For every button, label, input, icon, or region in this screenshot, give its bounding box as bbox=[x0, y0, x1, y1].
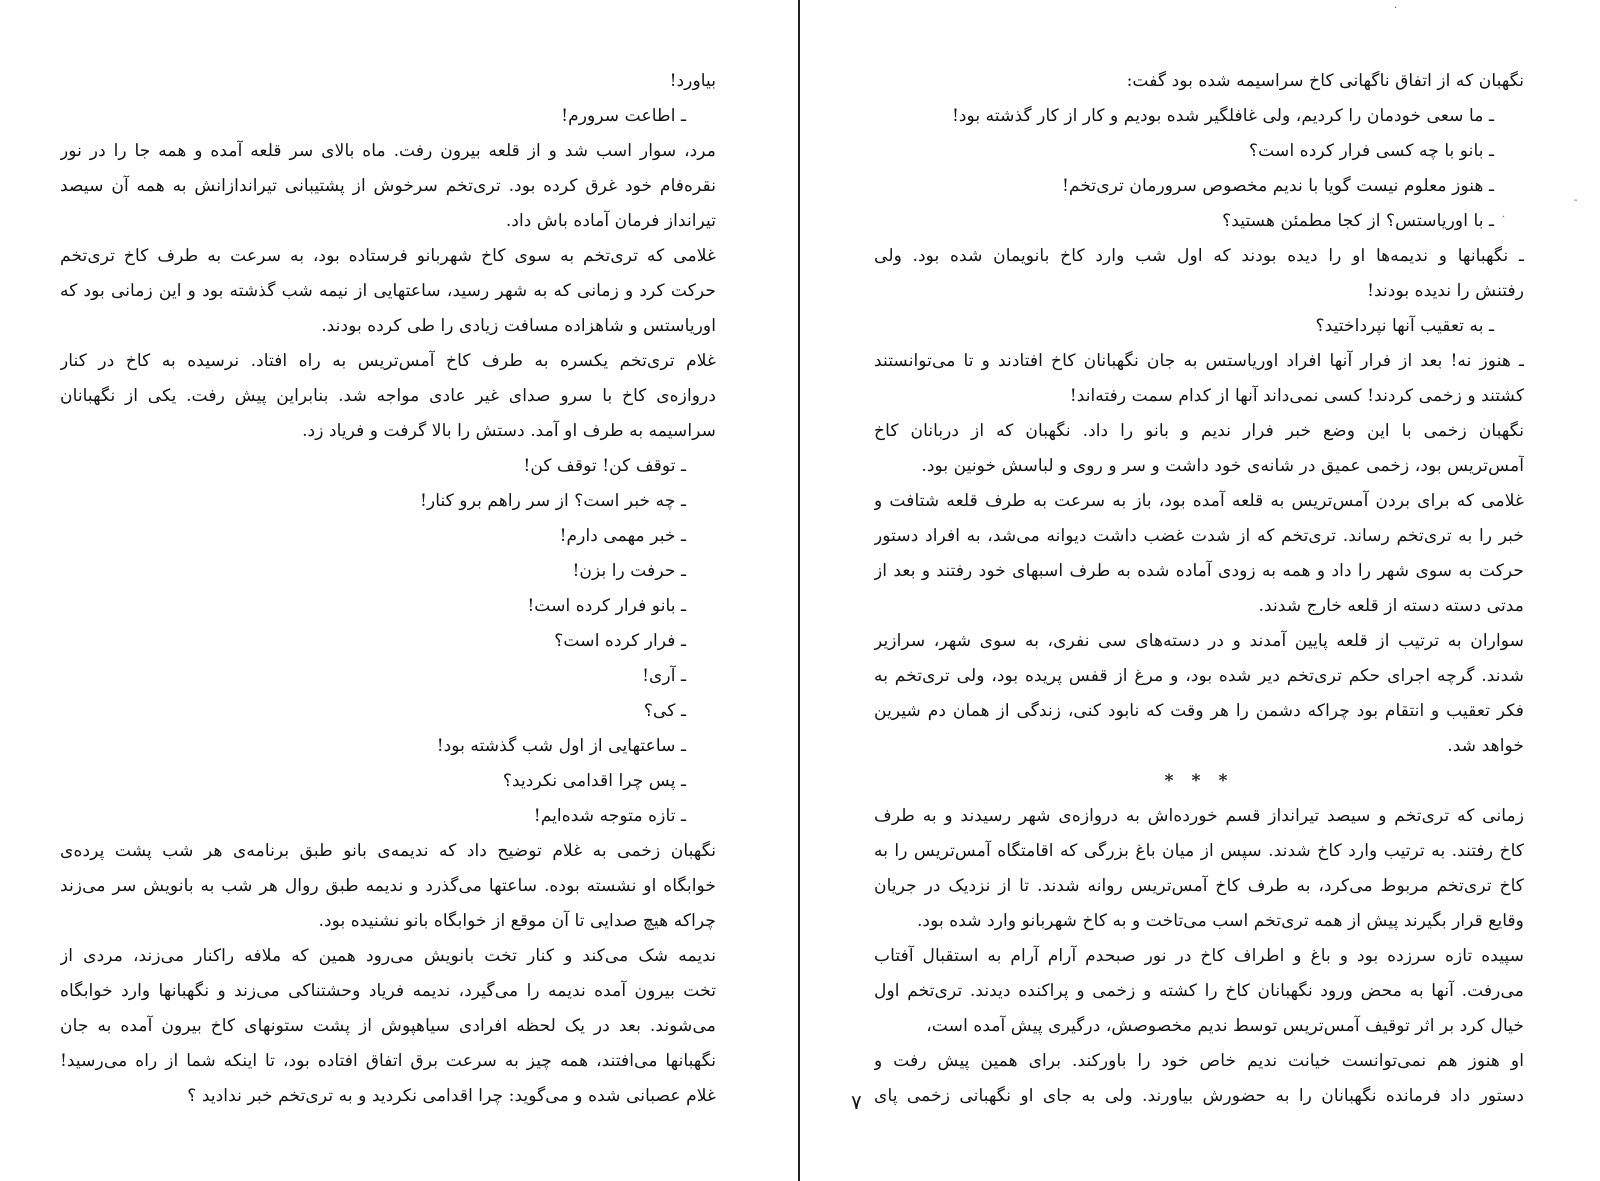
section-separator: * * * bbox=[1164, 771, 1234, 791]
text-line: بیاورد! bbox=[669, 71, 716, 91]
text-line: ـ نگهبانها و ندیمه‌ها او را دیده بودند که اول شب وارد کاخ بانویمان شده بود. ولی bbox=[874, 246, 1524, 266]
text-line: مرد، سوار اسب شد و از قلعه بیرون رفت. ماه بالای سر قلعه آمده و همه جا را در نور bbox=[60, 141, 716, 161]
text-line: نقره‌فام خود غرق کرده بود. تری‌تخم سرخوش از پشتیبانی تیراندازانش به همه آن سیصد bbox=[60, 176, 716, 196]
text-line: ندیمه شک می‌کند و کنار تخت بانویش می‌رود همین که ملافه راکنار می‌زند، مردی از bbox=[60, 946, 716, 966]
text-line: او هنوز هم نمی‌توانست خیانت ندیم خاص خود را باورکند. برای همین پیش رفت و bbox=[874, 1051, 1524, 1071]
scan-speck: · bbox=[1394, 3, 1398, 14]
text-line: ـ پس چرا اقدامی نکردید؟ bbox=[502, 771, 686, 791]
text-line: مدتی دسته دسته از قلعه خارج شدند. bbox=[1258, 596, 1524, 616]
text-line: خوابگاه او نشسته بوده. ساعتها می‌گذرد و ندیمه طبق روال هر شب به بانویش سر می‌زند bbox=[60, 876, 716, 896]
text-line: کشتند و زخمی کردند! کسی نمی‌داند آنها از کدام سمت رفته‌اند! bbox=[1069, 386, 1524, 406]
text-line: ـ ما سعی خودمان را کردیم، ولی غافلگیر شده بودیم و کار از کار گذشته بود! bbox=[951, 106, 1494, 126]
text-line: ـ ساعتهایی از اول شب گذشته بود! bbox=[436, 736, 686, 756]
page-gutter bbox=[798, 0, 800, 1181]
text-line: خواهد شد. bbox=[1447, 736, 1524, 756]
text-line: می‌رفت. آنها به محض ورود نگهبانان کاخ را کشته و زخمی و پراکنده دیدند. تری‌تخم اول bbox=[874, 981, 1524, 1001]
scan-speck: · bbox=[1502, 212, 1506, 223]
text-line: دستور داد فرمانده نگهبانان را به حضورش بیاورند. ولی به جای او نگهبانی زخمی پای bbox=[874, 1086, 1524, 1106]
text-line: ـ هنوز نه! بعد از فرار آنها افراد اوریاستس به جان نگهبانان کاخ افتادند و تا می‌توانستند bbox=[874, 351, 1524, 371]
text-line: خیال کرد بر اثر توقیف آمس‌تریس توسط ندیم مخصوصش، درگیری پیش آمده است، bbox=[926, 1016, 1524, 1036]
text-line: ـ فرار کرده است؟ bbox=[554, 631, 686, 651]
text-line: ـ هنوز معلوم نیست گویا با ندیم مخصوص سرورمان تری‌تخم! bbox=[1061, 176, 1494, 196]
text-line: حرکت به سوی شهر را داد و همه به زودی آماده شده به طرف اسبهای خود رفتند و بعد از bbox=[874, 561, 1524, 581]
text-line: نگهبان زخمی به غلام توضیح داد که ندیمه‌ی بانو طبق برنامه‌ی هر شب پشت پرده‌ی bbox=[60, 841, 716, 861]
left-page bbox=[60, 64, 716, 1114]
text-line: کاخ تری‌تخم مربوط می‌کرد، به طرف کاخ آمس‌تریس روانه شدند. تا از نزدیک در جریان bbox=[874, 876, 1524, 896]
text-line: فکر تعقیب و انتقام بود چراکه دشمن را هر وقت که نابود کنی، زندگی از همان دم شیرین bbox=[874, 701, 1524, 721]
text-line: آمس‌تریس بود، زخمی عمیق در شانه‌ی خود داشت و سر و روی و لباسش خونین بود. bbox=[921, 456, 1524, 476]
text-line: دروازه‌ی کاخ با سرو صدای غیر عادی مواجه شد. بنابراین پیش رفت. یکی از نگهبانان bbox=[60, 386, 716, 406]
text-line: ـ با اوریاستس؟ از کجا مطمئن هستید؟ bbox=[1222, 211, 1494, 231]
text-line: زمانی که تری‌تخم و سیصد تیرانداز قسم خورده‌اش به دروازه‌ی شهر رسیدند و به طرف bbox=[874, 806, 1524, 826]
text-line: اوریاستس و شاهزاده مسافت زیادی را طی کرده بودند. bbox=[321, 316, 716, 336]
text-line: غلامی که برای بردن آمس‌تریس به قلعه آمده بود، باز به سرعت به طرف قلعه شتافت و bbox=[874, 491, 1524, 511]
text-line: تیرانداز فرمان آماده باش داد. bbox=[505, 211, 716, 231]
text-line: ـ تازه متوجه شده‌ایم! bbox=[533, 806, 686, 826]
text-line: غلامی که تری‌تخم به سوی کاخ شهربانو فرستاده بود، به سرعت به طرف کاخ تری‌تخم bbox=[60, 246, 716, 266]
text-line: ـ آری! bbox=[642, 666, 686, 686]
text-line: وقایع قرار بگیرند پیش از همه تری‌تخم اسب می‌تاخت و به کاخ شهربانو وارد شده بود. bbox=[916, 911, 1524, 931]
text-line: ـ اطاعت سرورم! bbox=[561, 106, 686, 126]
text-line: سراسیمه به طرف او آمد. دستش را بالا گرفت و فریاد زد. bbox=[302, 421, 716, 441]
text-line: شدند. گرچه اجرای حکم تری‌تخم دیر شده بود، و مرغ از قفس پریده بود، ولی تری‌تخم به bbox=[874, 666, 1524, 686]
text-line: ـ بانو با چه کسی فرار کرده است؟ bbox=[1249, 141, 1494, 161]
text-line: حرکت کرد و زمانی که به شهر رسید، ساعتهایی از نیمه شب گذشته بود و این زمانی بود که bbox=[60, 281, 716, 301]
text-line: سواران به ترتیب از قلعه پایین آمدند و در دسته‌های سی نفری، به سوی شهر، سرازیر bbox=[874, 631, 1524, 651]
text-line: ـ کی؟ bbox=[643, 701, 686, 721]
text-line: ـ به تعقیب آنها نپرداختید؟ bbox=[1315, 316, 1494, 336]
text-line: ـ حرفت را بزن! bbox=[572, 561, 686, 581]
text-line: نگهبانها می‌افتند، همه چیز به سرعت برق اتفاق افتاده بود، تا اینکه شما از راه می‌رسید! bbox=[60, 1051, 716, 1071]
right-page bbox=[874, 64, 1524, 1114]
text-line: ـ خبر مهمی دارم! bbox=[559, 526, 686, 546]
text-line: رفتنش را ندیده بودند! bbox=[1367, 281, 1524, 301]
text-line: چراکه هیچ صدایی تا آن موقع از خوابگاه بانو نشنیده بود. bbox=[318, 911, 716, 931]
text-line: خبر را به تری‌تخم رساند. تری‌تخم که از شدت غضب داشت دیوانه می‌شد، به افراد دستور bbox=[874, 526, 1524, 546]
text-line: ـ چه خبر است؟ از سر راهم برو کنار! bbox=[420, 491, 686, 511]
text-line: ـ بانو فرار کرده است! bbox=[527, 596, 686, 616]
page-number: ۷ bbox=[851, 1090, 862, 1114]
text-line: می‌شوند. بعد در یک لحظه افرادی سیاهپوش از پشت ستونهای کاخ بیرون آمده به جان bbox=[60, 1016, 716, 1036]
text-line: تخت بیرون آمده ندیمه را می‌گیرد، ندیمه فریاد وحشتناکی می‌زند و نگهبانها وارد خوابگاه bbox=[60, 981, 716, 1001]
text-line: کاخ رفتند. به ترتیب وارد کاخ شدند. سپس از میان باغ بزرگی که اقامتگاه آمس‌تریس را به bbox=[874, 841, 1524, 861]
text-line: نگهبان که از اتفاق ناگهانی کاخ سراسیمه شده بود گفت: bbox=[1126, 71, 1524, 91]
text-line: سپیده تازه سرزده بود و باغ و اطراف کاخ در نور صبحدم آرام آرام به استقبال آفتاب bbox=[874, 946, 1524, 966]
scan-speck: - bbox=[1574, 195, 1578, 206]
text-line: نگهبان زخمی با این وضع خبر فرار ندیم و بانو را داد. نگهبان که از دربانان کاخ bbox=[874, 421, 1524, 441]
text-line: غلام تری‌تخم یکسره به طرف کاخ آمس‌تریس به راه افتاد. نرسیده به کاخ در کنار bbox=[60, 351, 716, 371]
text-line: ـ توقف کن! توقف کن! bbox=[523, 456, 686, 476]
text-line: غلام عصبانی شده و می‌گوید: چرا اقدامی نکردید و به تری‌تخم خبر ندادید ؟ bbox=[187, 1086, 716, 1106]
